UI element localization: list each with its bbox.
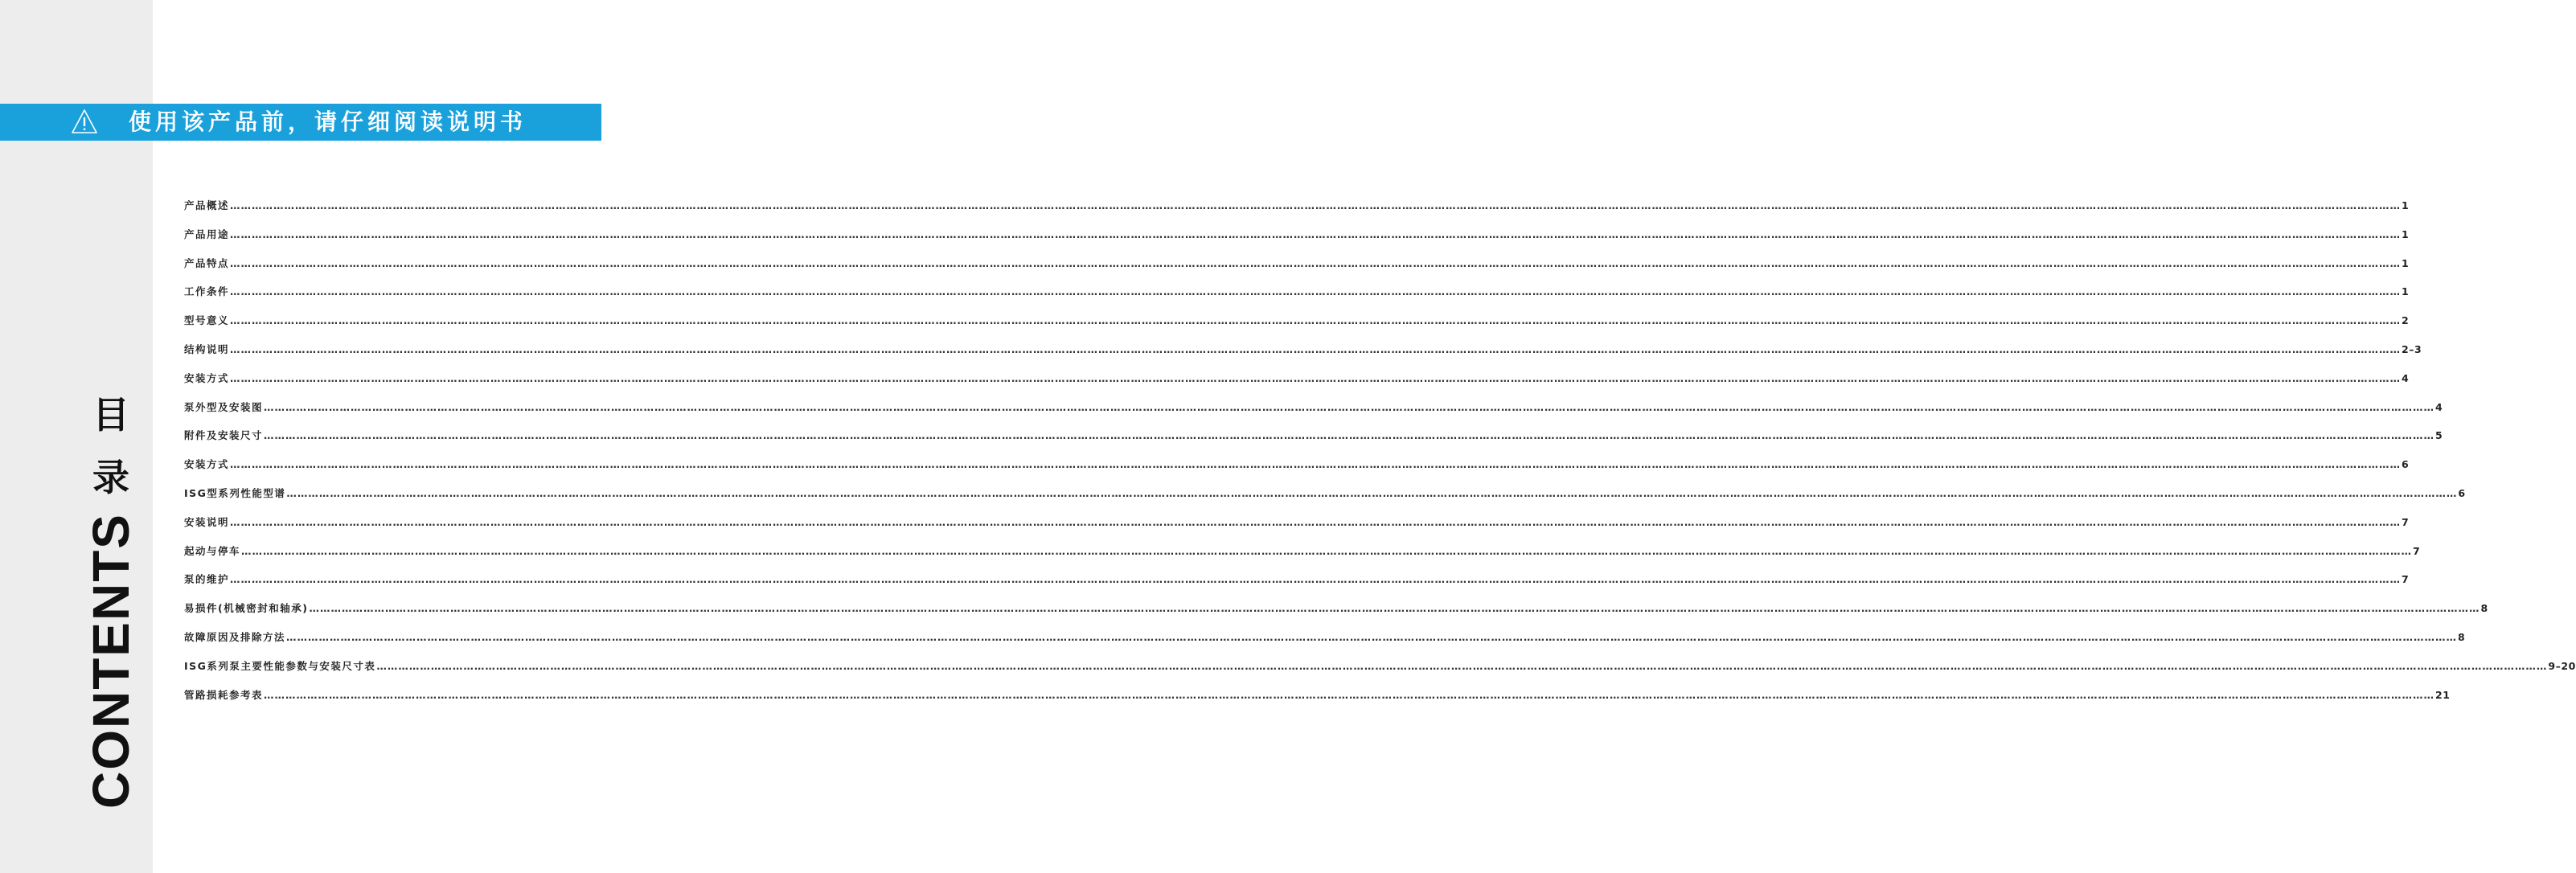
toc-entry-title: 产品特点 bbox=[184, 256, 230, 269]
toc-entry-page: 2 bbox=[2402, 314, 2410, 327]
toc-entry-page: 21 bbox=[2435, 688, 2451, 701]
toc-entry[interactable] bbox=[184, 457, 2410, 486]
toc-entry-title: 安装方式 bbox=[184, 458, 230, 471]
toc-entry-page: 7 bbox=[2413, 544, 2421, 557]
toc-entry-page: 1 bbox=[2402, 285, 2410, 298]
toc-entry-page: 5 bbox=[2435, 429, 2443, 442]
toc-entry[interactable] bbox=[184, 227, 2410, 256]
toc-entry-title: 附件及安装尺寸 bbox=[184, 429, 264, 442]
contents-heading-char-2: 录 bbox=[92, 456, 129, 499]
toc-entry-page: 1 bbox=[2402, 256, 2410, 269]
toc-entry-page: 7 bbox=[2402, 515, 2410, 528]
toc-entry-title: 工作条件 bbox=[184, 285, 230, 298]
toc-entry-page: 8 bbox=[2458, 630, 2466, 643]
toc-entry[interactable] bbox=[184, 658, 2576, 687]
dot-leader: …………………………………………………………………………………………………………………………………………………………………………………………………………………………………………………………………………………………………………………………………………………………………………………………………………………………………………………………………………………………………………………………………………………… bbox=[230, 371, 2402, 384]
dot-leader: …………………………………………………………………………………………………………………………………………………………………………………………………………………………………………………………………………………………………………………………………………………………………………………………………………………………………………………………………………………………………………………………………………………… bbox=[230, 227, 2402, 240]
toc-entry-page: 1 bbox=[2402, 227, 2410, 240]
toc-entry-page: 6 bbox=[2458, 486, 2466, 499]
warning-banner bbox=[0, 104, 601, 141]
toc-entry-title: ISG系列泵主要性能参数与安装尺寸表 bbox=[184, 659, 376, 672]
toc-entry-page: 4 bbox=[2402, 371, 2410, 384]
toc-entry[interactable] bbox=[184, 198, 2410, 227]
toc-entry[interactable] bbox=[184, 313, 2410, 342]
toc-entry[interactable] bbox=[184, 514, 2410, 543]
toc-entry-page: 8 bbox=[2480, 602, 2488, 615]
dot-leader: …………………………………………………………………………………………………………………………………………………………………………………………………………………………………………………………………………………………………………………………………………………………………………………………………………………………………………………………………………………………………………………………………………………… bbox=[230, 256, 2402, 269]
toc-entry-title: 起动与停车 bbox=[184, 544, 241, 557]
toc-entry-title: 安装方式 bbox=[184, 371, 230, 384]
dot-leader: …………………………………………………………………………………………………………………………………………………………………………………………………………………………………………………………………………………………………………………………………………………………………………………………………………………………………………………………………………………………………………………………………………………… bbox=[264, 400, 2435, 413]
dot-leader: …………………………………………………………………………………………………………………………………………………………………………………………………………………………………………………………………………………………………………………………………………………………………………………………………………………………………………………………………………………………………………………………………………………… bbox=[376, 659, 2548, 672]
toc-entry-title: 安装说明 bbox=[184, 515, 230, 528]
toc-entry-title: 产品概述 bbox=[184, 199, 230, 211]
dot-leader: …………………………………………………………………………………………………………………………………………………………………………………………………………………………………………………………………………………………………………………………………………………………………………………………………………………………………………………………………………………………………………………………………………………… bbox=[241, 544, 2413, 557]
contents-word: CONTENTS bbox=[82, 513, 140, 809]
dot-leader: …………………………………………………………………………………………………………………………………………………………………………………………………………………………………………………………………………………………………………………………………………………………………………………………………………………………………………………………………………………………………………………………………………………… bbox=[264, 688, 2435, 701]
toc-entry[interactable] bbox=[184, 371, 2410, 400]
toc-entry-title: ISG型系列性能型谱 bbox=[184, 486, 286, 499]
toc-entry[interactable] bbox=[184, 600, 2488, 629]
toc-entry-title: 型号意义 bbox=[184, 314, 230, 327]
toc-entry-page: 4 bbox=[2435, 400, 2443, 413]
dot-leader: …………………………………………………………………………………………………………………………………………………………………………………………………………………………………………………………………………………………………………………………………………………………………………………………………………………………………………………………………………………………………………………………………………………… bbox=[230, 285, 2402, 298]
dot-leader: …………………………………………………………………………………………………………………………………………………………………………………………………………………………………………………………………………………………………………………………………………………………………………………………………………………………………………………………………………………………………………………………………………………… bbox=[286, 630, 2458, 643]
toc-entry-page: 9–20 bbox=[2548, 659, 2576, 672]
toc-entry-title: 管路损耗参考表 bbox=[184, 688, 264, 701]
table-of-contents bbox=[184, 198, 2576, 715]
toc-entry-title: 结构说明 bbox=[184, 342, 230, 355]
toc-entry[interactable] bbox=[184, 629, 2466, 658]
dot-leader: …………………………………………………………………………………………………………………………………………………………………………………………………………………………………………………………………………………………………………………………………………………………………………………………………………………………………………………………………………………………………………………………………………………… bbox=[230, 342, 2402, 355]
dot-leader: …………………………………………………………………………………………………………………………………………………………………………………………………………………………………………………………………………………………………………………………………………………………………………………………………………………………………………………………………………………………………………………………………………………… bbox=[230, 573, 2402, 586]
toc-entry[interactable] bbox=[184, 543, 2421, 572]
toc-entry[interactable] bbox=[184, 400, 2443, 428]
toc-entry[interactable] bbox=[184, 428, 2443, 457]
toc-entry-page: 6 bbox=[2402, 458, 2410, 471]
toc-entry[interactable] bbox=[184, 256, 2410, 285]
warning-triangle-icon bbox=[71, 109, 98, 134]
toc-entry-page: 2–3 bbox=[2402, 342, 2422, 355]
toc-entry[interactable] bbox=[184, 284, 2410, 313]
toc-entry-title: 泵的维护 bbox=[184, 573, 230, 586]
dot-leader: …………………………………………………………………………………………………………………………………………………………………………………………………………………………………………………………………………………………………………………………………………………………………………………………………………………………………………………………………………………………………………………………………………………… bbox=[230, 199, 2402, 211]
toc-entry[interactable] bbox=[184, 572, 2410, 600]
toc-entry-title: 产品用途 bbox=[184, 227, 230, 240]
toc-entry[interactable] bbox=[184, 342, 2422, 371]
dot-leader: …………………………………………………………………………………………………………………………………………………………………………………………………………………………………………………………………………………………………………………………………………………………………………………………………………………………………………………………………………………………………………………………………………………… bbox=[230, 314, 2402, 327]
toc-entry[interactable] bbox=[184, 486, 2466, 514]
dot-leader: …………………………………………………………………………………………………………………………………………………………………………………………………………………………………………………………………………………………………………………………………………………………………………………………………………………………………………………………………………………………………………………………………………………… bbox=[309, 602, 2480, 615]
toc-entry-page: 7 bbox=[2402, 573, 2410, 586]
dot-leader: …………………………………………………………………………………………………………………………………………………………………………………………………………………………………………………………………………………………………………………………………………………………………………………………………………………………………………………………………………………………………………………………………………………… bbox=[286, 486, 2458, 499]
contents-heading-char-1: 目 bbox=[92, 393, 129, 436]
toc-entry-page: 1 bbox=[2402, 199, 2410, 211]
banner-title: 使用该产品前，请仔细阅读说明书 bbox=[129, 109, 527, 135]
dot-leader: …………………………………………………………………………………………………………………………………………………………………………………………………………………………………………………………………………………………………………………………………………………………………………………………………………………………………………………………………………………………………………………………………………………… bbox=[230, 458, 2402, 471]
toc-entry-title: 故障原因及排除方法 bbox=[184, 630, 286, 643]
dot-leader: …………………………………………………………………………………………………………………………………………………………………………………………………………………………………………………………………………………………………………………………………………………………………………………………………………………………………………………………………………………………………………………………………………………… bbox=[264, 429, 2435, 442]
toc-entry[interactable] bbox=[184, 687, 2451, 716]
dot-leader: …………………………………………………………………………………………………………………………………………………………………………………………………………………………………………………………………………………………………………………………………………………………………………………………………………………………………………………………………………………………………………………………………………………… bbox=[230, 515, 2402, 528]
toc-entry-title: 泵外型及安装图 bbox=[184, 400, 264, 413]
toc-entry-title: 易损件(机械密封和轴承) bbox=[184, 602, 309, 615]
